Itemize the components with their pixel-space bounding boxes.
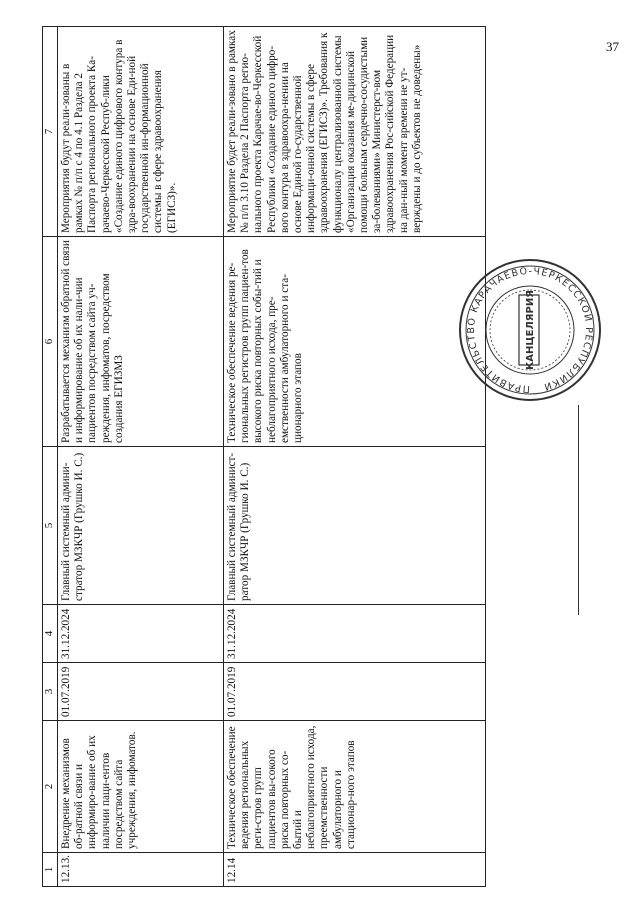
seal-center-text: КАНЦЕЛЯРИЯ bbox=[525, 290, 536, 370]
start-date: 01.07.2019 bbox=[58, 663, 224, 721]
header-row bbox=[43, 27, 58, 887]
table-row bbox=[58, 27, 224, 887]
row-number: 12.13. bbox=[58, 853, 224, 887]
responsible-cell: Главный системный админист-ратор МЗКЧР (Грушко И. С.) bbox=[224, 447, 486, 605]
result-cell: Разрабатывается механизм обратной связи и информирование об их нали-чии пациентов посредством сайта уч-реждения, инфоматов, посредством создания ЕГИЗМЗ bbox=[58, 237, 224, 447]
end-date: 31.12.2024 bbox=[224, 605, 486, 663]
note-cell: Мероприятия будут реали-зованы в рамках № п/п с 4 по 4.1 Раздела 2 Паспорта регионального проекта Ка-рачаево-Черкесской Респуб-лики «Создание единого цифрового контура в здра-воохранении на основе Еди-ной государственной ин-формационной системы в сфере здравоохранения (ЕГИСЗ)». bbox=[58, 27, 224, 237]
responsible-cell: Главный системный админи-стратор МЗКЧР (Грушко И. С.) bbox=[58, 447, 224, 605]
event-cell: Внедрение механизмов об-ратной связи и информиро-вание об их наличии паци-ентов посредством сайта учреждения, инфоматов. bbox=[58, 721, 224, 853]
plan-table bbox=[42, 26, 486, 887]
page-number: 37 bbox=[606, 39, 619, 54]
seal-ring-text: ПРАВИТЕЛЬСТВО КАРАЧАЕВО-ЧЕРКЕССКОЙ РЕСПУБЛИКИ bbox=[465, 265, 595, 395]
col-header: 3 bbox=[43, 663, 58, 721]
col-header: 6 bbox=[43, 237, 58, 447]
event-cell: Техническое обеспечение ведения региональных реги-стров групп пациентов вы-сокого риска повторных со-бытий и неблагоприятного исхода, преемственности амбулаторного и стационар-ного этапов bbox=[224, 721, 486, 853]
result-cell: Техническое обеспечение ведения ре-гиональных регистров групп пациен-тов высокого риска повторных собы-тий и неблагоприятного исхода, пре-емственности амбулаторного и ста-ционарного этапов bbox=[224, 237, 486, 447]
col-header: 5 bbox=[43, 447, 58, 605]
col-header: 2 bbox=[43, 721, 58, 853]
signature-line bbox=[578, 405, 579, 615]
col-header: 1 bbox=[43, 853, 58, 887]
col-header: 7 bbox=[43, 27, 58, 237]
table-row bbox=[224, 27, 486, 887]
end-date: 31.12.2024 bbox=[58, 605, 224, 663]
official-seal bbox=[455, 255, 605, 405]
row-number: 12.14 bbox=[224, 853, 486, 887]
start-date: 01.07.2019 bbox=[224, 663, 486, 721]
note-cell: Мероприятие будет реали-зовано в рамках № п/п 3.10 Раздела 2 Паспорта регио-нального проекта Карачае-во-Черкесской Республики «Создание единого цифро-вого контура в здравоохра-нении на основе Единой го-сударственной информаци-онной системы в сфере здравоохранения (ЕГИСЗ)». Требования к функционалу централизованной системы «Организация оказания ме-дицинской помощи больным сердечно-сосудистыми за-болеваниями» Министерст-вом здравоохранения Рос-сийской Федерации на дан-ный момент времени не ут-верждены и до субъектов не доведены» bbox=[224, 27, 486, 237]
col-header: 4 bbox=[43, 605, 58, 663]
